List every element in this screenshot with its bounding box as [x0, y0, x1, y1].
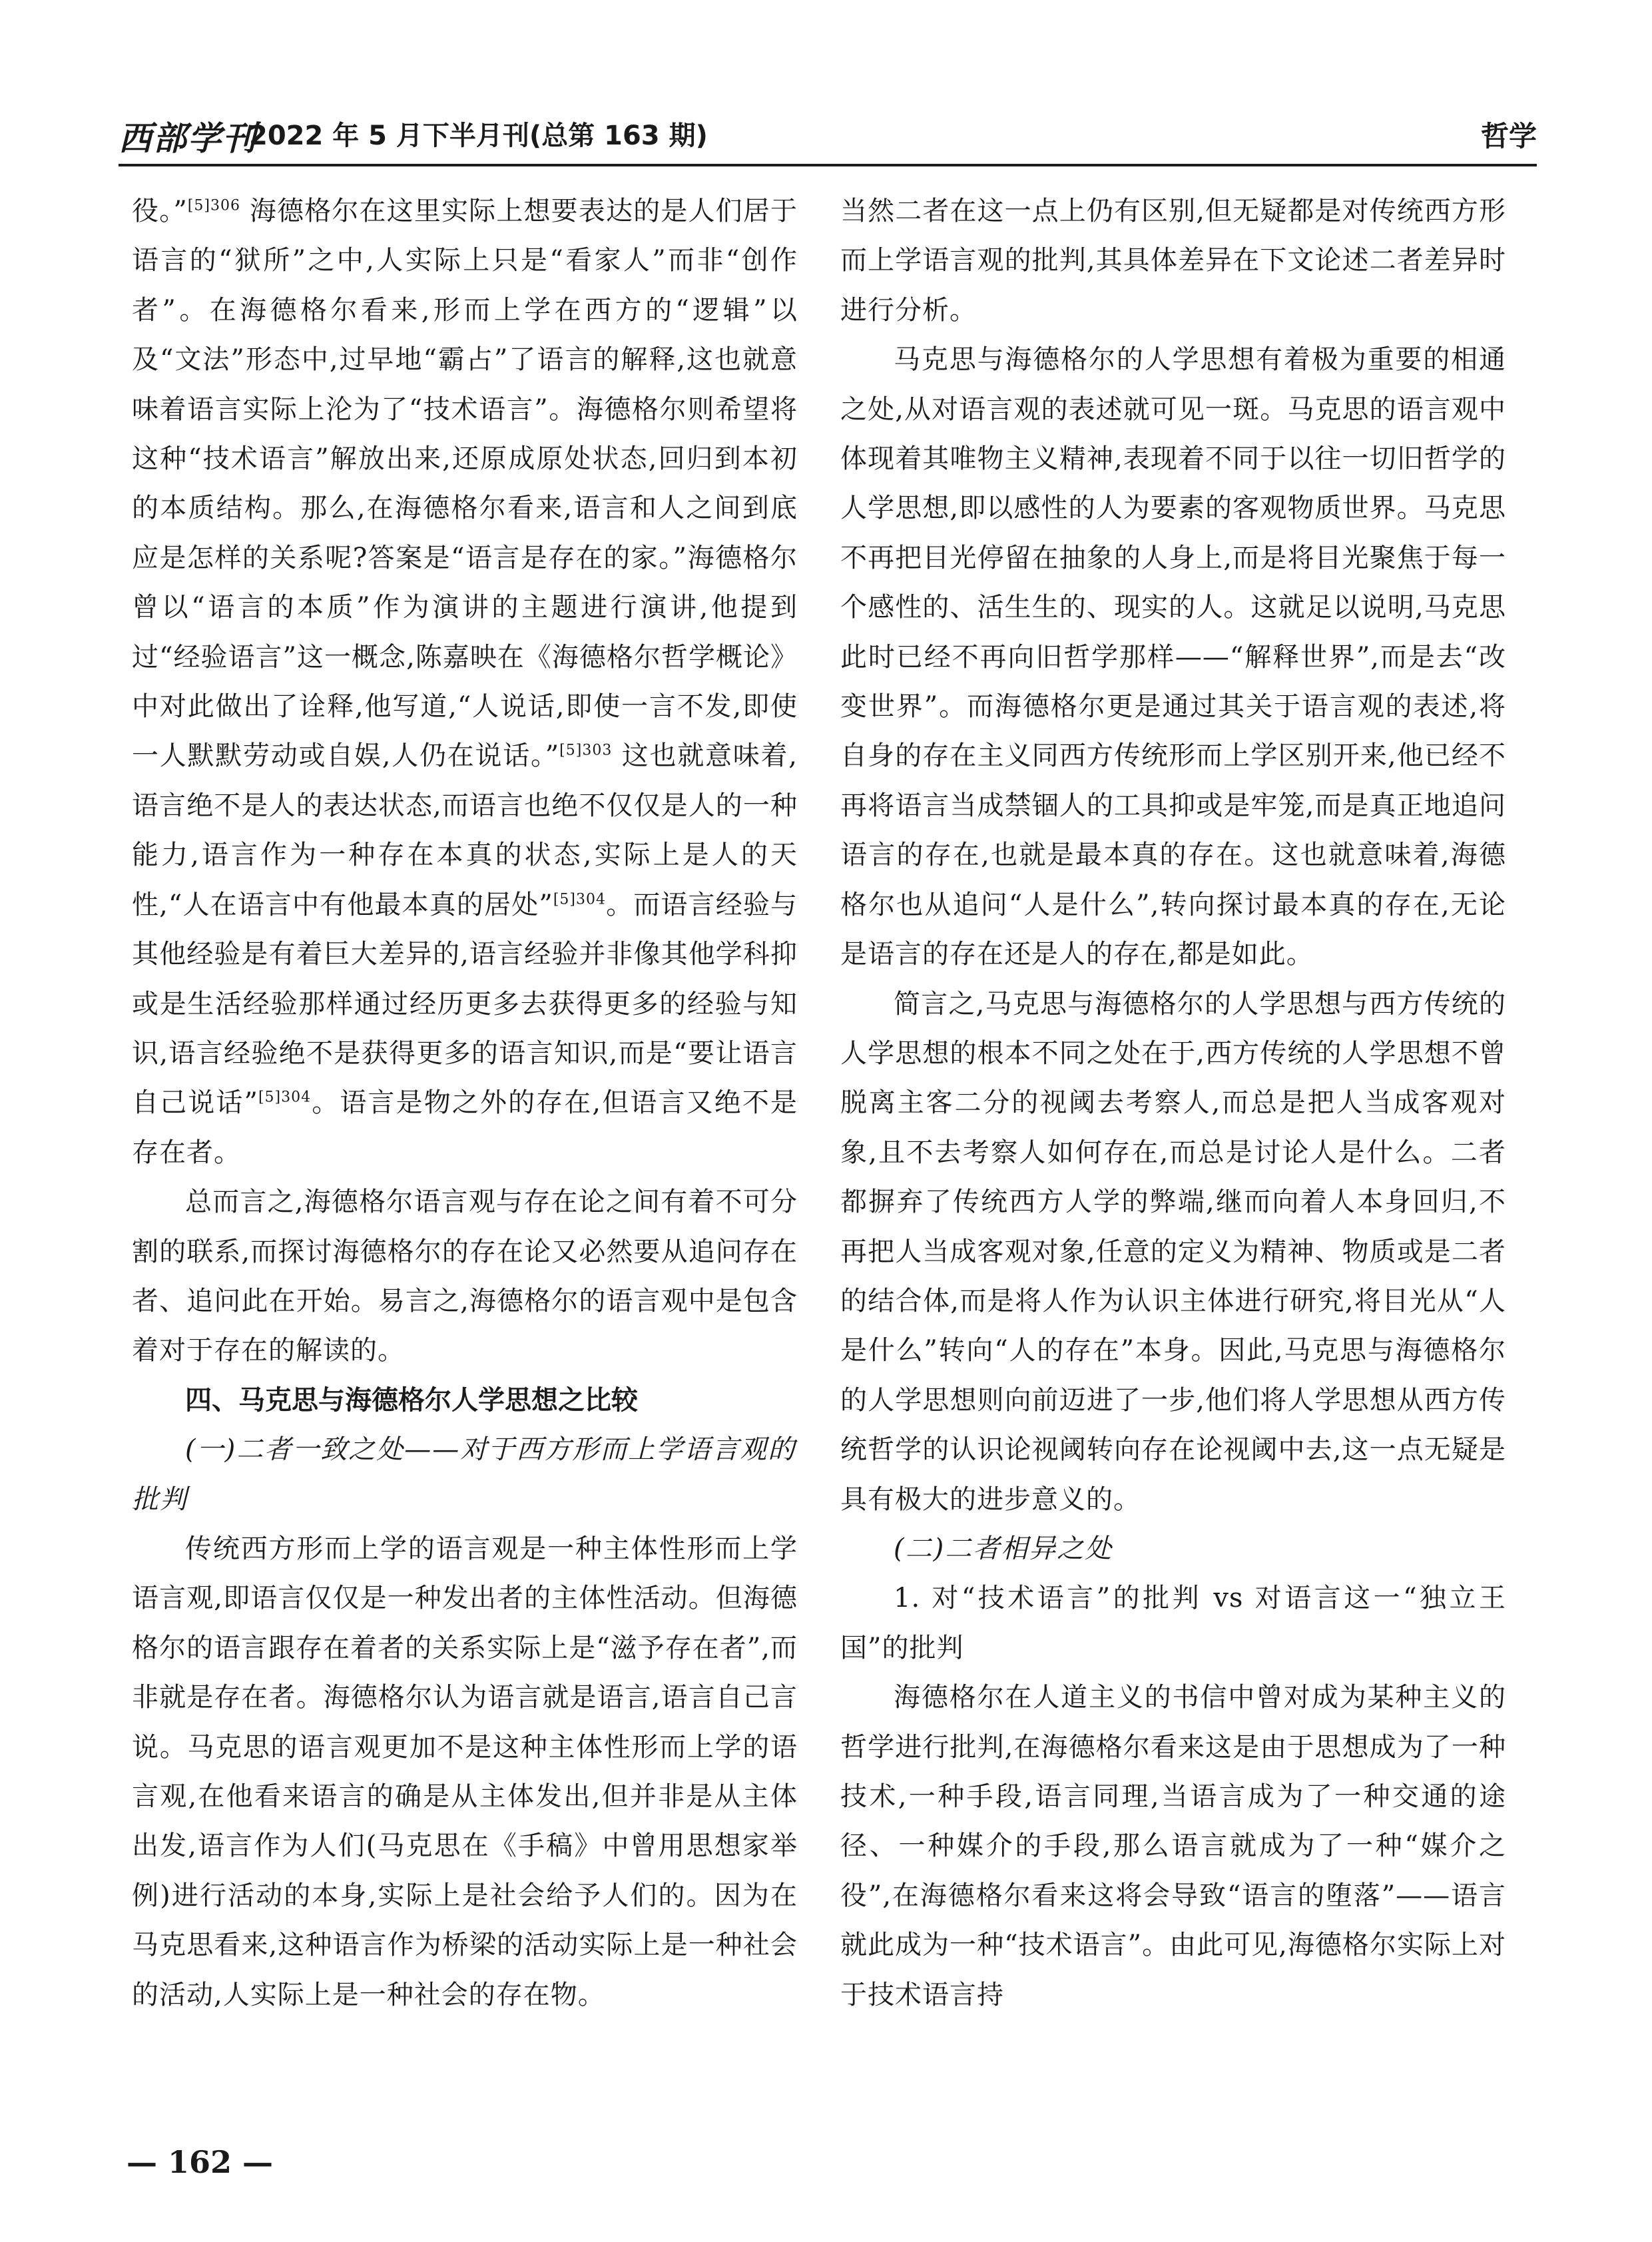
paragraph: [132, 186, 798, 1177]
citation-ref: [5]306: [187, 197, 240, 214]
header-rule: [119, 164, 1537, 166]
paragraph: 传统西方形而上学的语言观是一种主体性形而上学语言观,即语言仅仅是一种发出者的主体性活动。但海德格尔的语言跟存在着者的关系实际上是“滋予存在者”,而非就是存在者。海德格尔认为语言就是语言,语言自己言说。马克思的语言观更加不是这种主体性形而上学的语言观,在他看来语言的确是从主体发出,但并非是从主体出发,语言作为人们(马克思在《手稿》中曾用思想家举例)进行活动的本身,实际上是社会给予人们的。因为在马克思看来,这种语言作为桥梁的活动实际上是一种社会的活动,人实际上是一种社会的存在物。: [132, 1533, 798, 2010]
right-column: [840, 186, 1506, 2091]
issue-info: 2022 年 5 月下半月刊(总第 163 期): [249, 121, 708, 151]
page-number: — 162 —: [127, 2144, 274, 2180]
paragraph: 总而言之,海德格尔语言观与存在论之间有着不可分割的联系,而探讨海德格尔的存在论又必然要从追问存在者、追问此在开始。易言之,海德格尔的语言观中是包含着对于存在的解读的。: [132, 1187, 798, 1366]
text-run: 这也就意味着,语言绝不是人的表达状态,而语言也绝不仅仅是人的一种能力,语言作为一种存在本真的状态,实际上是人的天性,“人在语言中有他最本真的居处”: [132, 740, 798, 920]
running-header: [119, 109, 1537, 162]
left-column: [132, 186, 798, 2091]
text-run: 。而语言经验与其他经验是有着巨大差异的,语言经验并非像其他学科抑或是生活经验那样通过经历更多去获得更多的经验与知识,语言经验绝不是获得更多的语言知识,而是“要让语言自己说话”: [132, 889, 798, 1119]
citation-ref: [5]304: [553, 891, 606, 908]
subsection-heading: (一)二者一致之处——对于西方形而上学语言观的批判: [132, 1434, 796, 1515]
citation-ref: [5]303: [559, 742, 613, 760]
subsection-heading: (二)二者相异之处: [894, 1533, 1113, 1564]
paragraph: 简言之,马克思与海德格尔的人学思想与西方传统的人学思想的根本不同之处在于,西方传统的人学思想不曾脱离主客二分的视阈去考察人,而总是把人当成客观对象,且不去考察人如何存在,而总是讨论人是什么。二者都摒弃了传统西方人学的弊端,继而向着人本身回归,不再把人当成客观对象,任意的定义为精神、物质或是二者的结合体,而是将人作为认识主体进行研究,将目光从“人是什么”转向“人的存在”本身。因此,马克思与海德格尔的人学思想则向前迈进了一步,他们将人学思想从西方传统哲学的认识论视阈转向存在论视阈中去,这一点无疑是具有极大的进步意义的。: [840, 988, 1506, 1515]
citation-ref: [5]304: [258, 1089, 312, 1106]
paragraph: 当然二者在这一点上仍有区别,但无疑都是对传统西方形而上学语言观的批判,其具体差异在下文论述二者差异时进行分析。: [840, 196, 1506, 326]
paragraph: 马克思与海德格尔的人学思想有着极为重要的相通之处,从对语言观的表述就可见一斑。马克思的语言观中体现着其唯物主义精神,表现着不同于以往一切旧哲学的人学思想,即以感性的人为要素的客观物质世界。马克思不再把目光停留在抽象的人身上,而是将目光聚焦于每一个感性的、活生生的、现实的人。这就足以说明,马克思此时已经不再向旧哲学那样——“解释世界”,而是去“改变世界”。而海德格尔更是通过其关于语言观的表述,将自身的存在主义同西方传统形而上学区别开来,他已经不再将语言当成禁锢人的工具抑或是牢笼,而是真正地追问语言的存在,也就是最本真的存在。这也就意味着,海德格尔也从追问“人是什么”,转向探讨最本真的存在,无论是语言的存在还是人的存在,都是如此。: [840, 344, 1506, 970]
paragraph: 海德格尔在人道主义的书信中曾对成为某种主义的哲学进行批判,在海德格尔看来这是由于思想成为了一种技术,一种手段,语言同理,当语言成为了一种交通的途径、一种媒介的手段,那么语言就成为了一种“媒介之役”,在海德格尔看来这将会导致“语言的堕落”——语言就此成为一种“技术语言”。由此可见,海德格尔实际上对于技术语言持: [840, 1682, 1506, 2010]
text-run: 役。”: [132, 196, 188, 226]
section-label: 哲学: [1480, 120, 1537, 152]
text-run: 海德格尔在这里实际上想要表达的是人们居于语言的“狱所”之中,人实际上只是“看家人”而非“创作者”。在海德格尔看来,形而上学在西方的“逻辑”以及“文法”形态中,过早地“霸占”了语言的解释,这也就意味着语言实际上沦为了“技术语言”。海德格尔则希望将这种“技术语言”解放出来,还原成原处状态,回归到本初的本质结构。那么,在海德格尔看来,语言和人之间到底应是怎样的关系呢?答案是“语言是存在的家。”海德格尔曾以“语言的本质”作为演讲的主题进行演讲,他提到过“经验语言”这一概念,陈嘉映在《海德格尔哲学概论》中对此做出了诠释,他写道,“人说话,即使一言不发,即使一人默默劳动或自娱,人仍在说话。”: [132, 196, 798, 772]
sub-subsection-heading: 1. 对“技术语言”的批判 vs 对语言这一“独立王国”的批判: [840, 1583, 1506, 1663]
section-heading: 四、马克思与海德格尔人学思想之比较: [185, 1384, 638, 1416]
text-run: 。语言是物之外的存在,但语言又绝不是存在者。: [132, 1087, 798, 1168]
journal-logo: 西部学刊: [119, 119, 257, 158]
